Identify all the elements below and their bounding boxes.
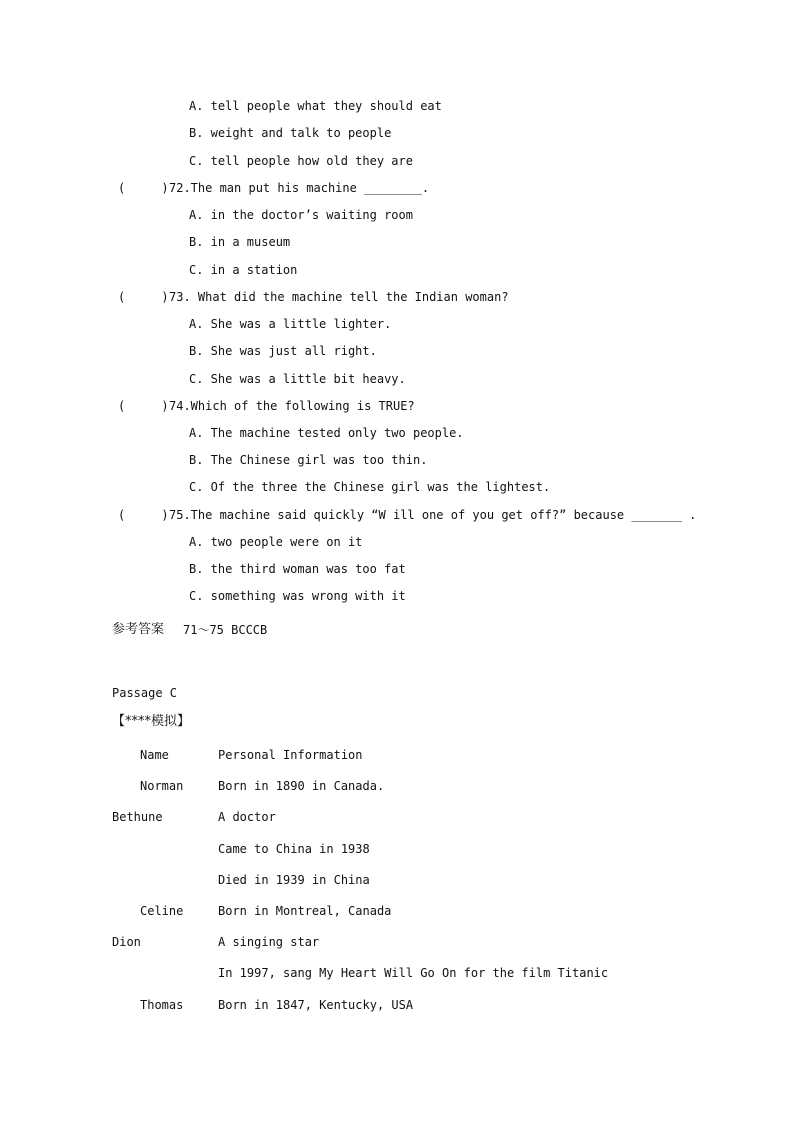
table-row-info: Died in 1939 in China [218,873,370,887]
q74-option-a: A. The machine tested only two people. [189,426,464,440]
q73-option-a: A. She was a little lighter. [189,317,392,331]
q73-stem: 73. What did the machine tell the Indian woman? [169,290,509,304]
q73-answer-bracket: ( ) [118,290,169,304]
table-row-info: A doctor [218,810,276,824]
q71-option-b: B. weight and talk to people [189,126,392,140]
table-row-info: In 1997, sang My Heart Will Go On for the film Titanic [218,966,609,980]
q72-option-c: C. in a station [189,263,298,277]
table-row-info: Came to China in 1938 [218,842,370,856]
q74-option-c: C. Of the three the Chinese girl was the lightest. [189,480,551,494]
table-row-name: Bethune [112,810,163,824]
table-row-name: Thomas [140,998,184,1012]
table-row-name: Dion [112,935,141,949]
q72-option-a: A. in the doctor’s waiting room [189,208,413,222]
q73-option-b: B. She was just all right. [189,344,377,358]
q74-option-b: B. The Chinese girl was too thin. [189,453,428,467]
table-row-info: Born in Montreal, Canada [218,904,392,918]
q75-answer-bracket: ( ) [118,508,169,522]
q75-stem: 75.The machine said quickly “W ill one of you get off?” because _______ . [169,508,697,522]
q72-answer-bracket: ( ) [118,181,169,195]
q75-option-b: B. the third woman was too fat [189,562,406,576]
q71-option-a: A. tell people what they should eat [189,99,442,113]
q74-answer-bracket: ( ) [118,399,169,413]
q74-stem: 74.Which of the following is TRUE? [169,399,415,413]
table-row-info: Born in 1847, Kentucky, USA [218,998,414,1012]
q72-stem: 72.The man put his machine ________. [169,181,430,195]
q75-option-a: A. two people were on it [189,535,363,549]
q75-option-c: C. something was wrong with it [189,589,406,603]
table-header-name: Name [140,748,169,762]
answer-value: 71～75 BCCCB [183,623,268,637]
table-row-info: Born in 1890 in Canada. [218,779,385,793]
q71-option-c: C. tell people how old they are [189,154,413,168]
table-row-name: Celine [140,904,184,918]
passage-source: 【****模拟】 [112,714,191,729]
table-header-info: Personal Information [218,748,363,762]
table-row-name: Norman [140,779,184,793]
passage-title: Passage C [112,686,178,700]
table-row-info: A singing star [218,935,320,949]
answer-label: 参考答案 [112,622,165,637]
q72-option-b: B. in a museum [189,235,291,249]
q73-option-c: C. She was a little bit heavy. [189,372,406,386]
